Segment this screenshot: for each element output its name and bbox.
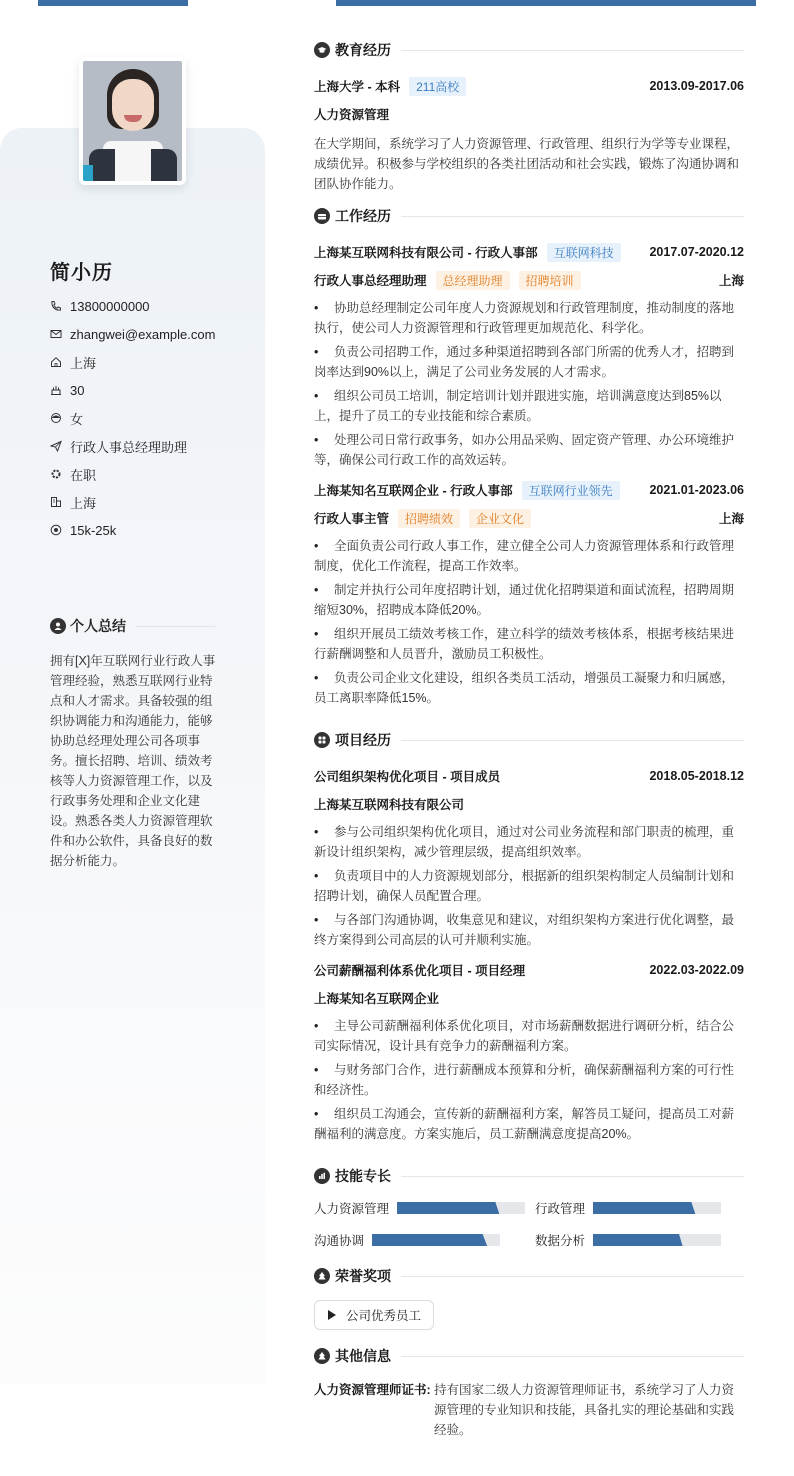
play-icon [328,1310,336,1320]
cake-icon [50,384,62,396]
info-city: 上海 [50,488,215,516]
bullet: • 负责公司企业文化建设，组织各类员工活动，增强员工凝聚力和归属感，员工离职率降低15%。 [314,668,744,708]
skill-bar [372,1234,500,1246]
info-position: 行政人事总经理助理 [50,432,215,460]
bullet: • 全面负责公司行政人事工作，建立健全公司人力资源管理体系和行政管理制度，优化工作流程，提高工作效率。 [314,536,744,576]
school-name: 上海大学 - 本科 [314,80,401,94]
other-heading: 其他信息 [314,1344,744,1368]
skill-item: 行政管理 [535,1198,744,1218]
divider [136,626,215,627]
bullet: • 组织员工沟通会，宣传新的薪酬福利方案，解答员工疑问，提高员工对薪酬福利的满意度。方案实施后，员工薪酬满意度提高20%。 [314,1104,744,1144]
project-company: 上海某知名互联网企业 [314,992,440,1006]
project-date: 2022.03-2022.09 [649,963,744,977]
work-location: 上海 [718,512,744,526]
building-icon [50,496,62,508]
mail-icon [50,328,62,340]
divider [401,740,744,741]
skill-item: 人力资源管理 [314,1198,535,1218]
bullet: • 负责项目中的人力资源规划部分，根据新的组织架构制定人员编制计划和招聘计划，确保人员配置合理。 [314,866,744,906]
projects-heading: 项目经历 [314,728,744,752]
bullet: • 参与公司组织架构优化项目，通过对公司业务流程和部门职责的梳理，重新设计组织架构，减少管理层级，提高组织效率。 [314,822,744,862]
project-item [314,762,744,950]
bullet: • 制定并执行公司年度招聘计划，通过优化招聘渠道和面试流程，招聘周期缩短30%，招聘成本降低20%。 [314,580,744,620]
work-date: 2021.01-2023.06 [649,483,744,497]
position-tag: 招聘培训 [519,271,581,290]
top-accent-bar-right [336,0,756,6]
position-tag: 总经理助理 [436,271,510,290]
divider [401,50,744,51]
gender-icon [50,412,62,424]
work-item [314,238,744,470]
bullet: • 主导公司薪酬福利体系优化项目，对市场薪酬数据进行调研分析，结合公司实际情况，设计具有竞争力的薪酬福利方案。 [314,1016,744,1056]
graduation-cap-icon [314,42,330,58]
project-name: 公司组织架构优化项目 - 项目成员 [314,770,501,784]
skill-bar-fill [593,1234,683,1246]
school-tag: 211高校 [409,77,466,96]
position-title: 行政人事主管 [314,512,390,526]
briefcase-icon [314,208,330,224]
status-icon [50,468,62,480]
summary-text: 拥有[X]年互联网行业行政人事管理经验，熟悉互联网行业特点和人才需求。具备较强的组织协调能力和沟通能力，能够协助总经理处理公司各项事务。擅长招聘、培训、绩效考核等人力资源管理工作，以及行政事务处理和企业文化建设。熟悉各类人力资源管理软件和办公软件，具备良好的数据分析能力。 [50,654,216,868]
bullet: • 处理公司日常行政事务，如办公用品采购、固定资产管理、办公环境维护等，确保公司行政工作的高效运转。 [314,430,744,470]
info-tree-icon [314,1348,330,1364]
skill-item: 数据分析 [535,1230,744,1250]
contact-info-list [50,292,215,544]
other-key: 人力资源管理师证书: [314,1383,431,1397]
skill-bar-fill [593,1202,695,1214]
skill-bar [593,1234,721,1246]
bullet: • 协助总经理制定公司年度人力资源规划和行政管理制度，推动制度的落地执行，使公司人力资源管理和行政管理更加规范化、科学化。 [314,298,744,338]
company-tag: 互联网科技 [547,243,621,262]
work-item [314,476,744,708]
main-content [314,38,744,1440]
divider [401,1276,744,1277]
other-item [314,1380,744,1440]
work-bullets [314,298,744,470]
info-salary: 15k-25k [50,516,215,544]
work-bullets [314,536,744,708]
skill-item: 沟通协调 [314,1230,535,1250]
position-tag: 企业文化 [469,509,531,528]
skills-grid [314,1198,744,1250]
bullet: • 负责公司招聘工作，通过多种渠道招聘到各部门所需的优秀人才，招聘到岗率达到90%以上，满足了公司业务发展的人才需求。 [314,342,744,382]
info-location: 上海 [50,348,215,376]
skill-bar [593,1202,721,1214]
info-phone: 13800000000 [50,292,215,320]
candidate-name: 简小历 [50,262,113,284]
bullet: • 与各部门沟通协调，收集意见和建议，对组织架构方案进行优化调整，最终方案得到公司高层的认可并顺利实施。 [314,910,744,950]
salary-icon [50,524,62,536]
company-name: 上海某互联网科技有限公司 - 行政人事部 [314,246,538,260]
project-company: 上海某互联网科技有限公司 [314,798,465,812]
project-date: 2018.05-2018.12 [649,769,744,783]
phone-icon [50,300,62,312]
education-item [314,72,744,194]
info-status: 在职 [50,460,215,488]
info-age: 30 [50,376,215,404]
company-name: 上海某知名互联网企业 - 行政人事部 [314,484,513,498]
divider [401,1356,744,1357]
award-item: 公司优秀员工 [314,1300,434,1330]
grid-icon [314,732,330,748]
profile-photo [83,61,182,181]
avatar [79,57,186,185]
home-icon [50,356,62,368]
divider [401,1176,744,1177]
project-item [314,956,744,1144]
award-icon [314,1268,330,1284]
user-icon [50,618,66,634]
education-date: 2013.09-2017.06 [649,79,744,93]
top-accent-bar-left [38,0,188,6]
skill-bar-fill [397,1202,499,1214]
education-desc: 在大学期间，系统学习了人力资源管理、行政管理、组织行为学等专业课程，成绩优异。积极参与学校组织的各类社团活动和社会实践，锻炼了沟通协调和团队协作能力。 [314,137,740,191]
skills-heading: 技能专长 [314,1164,744,1188]
summary-heading: 个人总结 [50,616,215,636]
skill-bar [397,1202,525,1214]
divider [401,216,744,217]
info-email: zhangwei@example.com [50,320,215,348]
position-tag: 招聘绩效 [398,509,460,528]
skill-bar-fill [372,1234,487,1246]
send-icon [50,440,62,452]
company-tag: 互联网行业领先 [522,481,620,500]
other-value: 持有国家二级人力资源管理师证书，系统学习了人力资源管理的专业知识和技能，具备扎实的理论基础和实践经验。 [434,1383,735,1437]
position-title: 行政人事总经理助理 [314,274,427,288]
education-heading: 教育经历 [314,38,744,62]
work-date: 2017.07-2020.12 [649,245,744,259]
bullet: • 与财务部门合作，进行薪酬成本预算和分析，确保薪酬福利方案的可行性和经济性。 [314,1060,744,1100]
info-gender: 女 [50,404,215,432]
awards-heading: 荣誉奖项 [314,1264,744,1288]
project-bullets [314,822,744,950]
project-bullets [314,1016,744,1144]
bullet: • 组织开展员工绩效考核工作，建立科学的绩效考核体系，根据考核结果进行薪酬调整和人员晋升，激励员工积极性。 [314,624,744,664]
project-name: 公司薪酬福利体系优化项目 - 项目经理 [314,964,526,978]
work-heading: 工作经历 [314,204,744,228]
work-location: 上海 [718,274,744,288]
major: 人力资源管理 [314,108,390,122]
bar-chart-icon [314,1168,330,1184]
bullet: • 组织公司员工培训，制定培训计划并跟进实施，培训满意度达到85%以上，提升了员工的专业技能和综合素质。 [314,386,744,426]
